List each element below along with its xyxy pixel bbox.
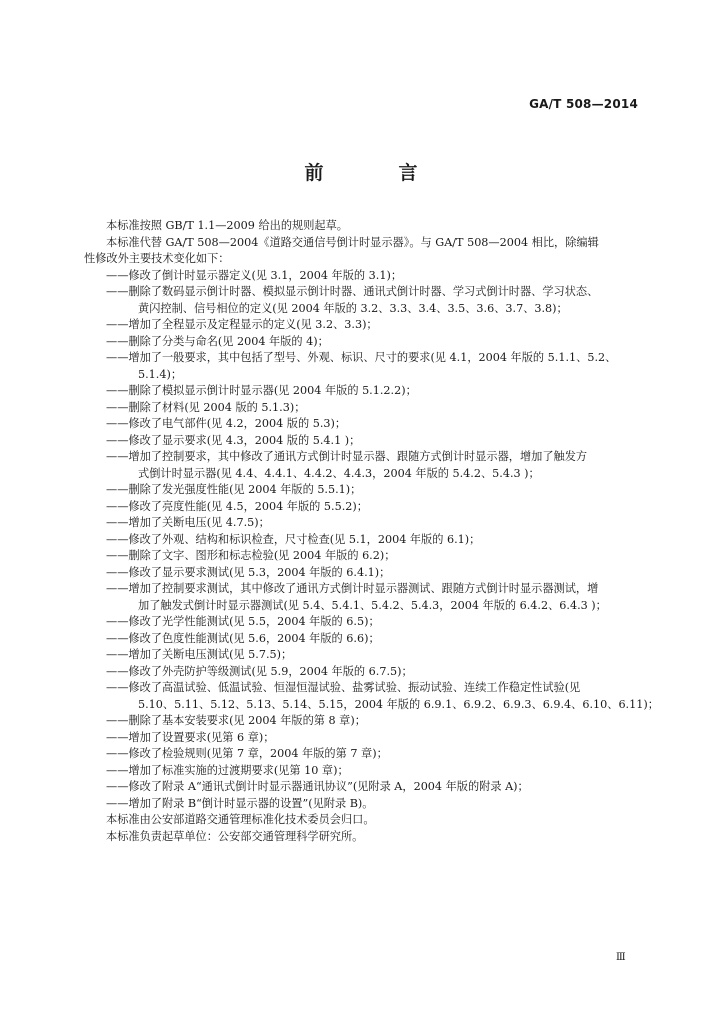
change-item: ——修改了电气部件(见 4.2，2004 版的 5.3)； (106, 417, 347, 430)
change-item: ——增加了控制要求，其中修改了通讯方式倒计时显示器、跟随方式倒计时显示器，增加了触发方 (106, 450, 588, 463)
change-item: ——删除了材料(见 2004 版的 5.1.3)； (106, 400, 306, 414)
page-number: Ⅲ (616, 952, 626, 963)
paragraph-drafting-unit: 本标准负责起草单位：公安部交通管理科学研究所。 (106, 829, 364, 843)
paragraph-committee: 本标准由公安部道路交通管理标准化技术委员会归口。 (106, 813, 375, 826)
page-title: 前 言 (304, 162, 446, 184)
document-body (84, 218, 659, 845)
change-item: ——增加了设置要求(见第 6 章)； (106, 730, 275, 744)
change-item: ——增加了全程显示及定程显示的定义(见 3.2、3.3)； (106, 318, 378, 331)
change-item-continuation: 5.10、5.11、5.12、5.13、5.14、5.15，2004 年版的 6.9.1、6.9.2、6.9.3、6.9.4、6.10、6.11)； (138, 697, 659, 711)
paragraph-replaces-line2: 性修改外主要技术变化如下： (84, 252, 230, 265)
change-item-continuation: 加了触发式倒计时显示器测试(见 5.4、5.4.1、5.4.2、5.4.3，2004 年版的 6.4.2、6.4.3 )； (138, 598, 607, 612)
change-item: ——增加了关断电压(见 4.7.5)； (106, 516, 270, 529)
change-item: ——修改了显示要求测试(见 5.3，2004 年版的 6.4.1)； (106, 565, 391, 579)
change-item: ——删除了模拟显示倒计时显示器(见 2004 年版的 5.1.2.2)； (106, 384, 417, 397)
change-item: ——修改了外观、结构和标识检查，尺寸检查(见 5.1，2004 年版的 6.1)； (106, 532, 481, 546)
change-item: ——删除了数码显示倒计时器、模拟显示倒计时器、通讯式倒计时器、学习式倒计时器、学习状态、 (106, 285, 599, 298)
standard-number: GA/T 508—2014 (529, 97, 638, 111)
change-item: ——增加了一般要求，其中包括了型号、外观、标识、尺寸的要求(见 4.1，2004 年版的 5.1.1、5.2、 (106, 351, 617, 364)
change-item: ——删除了文字、图形和标志检验(见 2004 年版的 6.2)； (106, 549, 396, 562)
change-item: ——修改了附录 A“通讯式倒计时显示器通讯协议”(见附录 A，2004 年版的附录 A)； (106, 780, 529, 793)
change-item: ——删除了发光强度性能(见 2004 年版的 5.5.1)； (106, 483, 362, 496)
change-item: ——修改了显示要求(见 4.3，2004 版的 5.4.1 )； (106, 433, 361, 447)
change-item: ——修改了高温试验、低温试验、恒湿恒湿试验、盐雾试验、振动试验、连续工作稳定性试验(见 (106, 681, 581, 694)
paragraph-replaces-line1: 本标准代替 GA/T 508—2004《道路交通信号倒计时显示器》。与 GA/T 508—2004 相比，除编辑 (106, 235, 599, 249)
change-item: ——增加了标准实施的过渡期要求(见第 10 章)； (106, 763, 349, 777)
change-item: ——增加了附录 B“倒计时显示器的设置”(见附录 B)。 (106, 796, 374, 810)
change-item: ——删除了基本安装要求(见 2004 年版的第 8 章)； (106, 714, 366, 727)
change-item: ——修改了检验规则(见第 7 章，2004 年版的第 7 章)； (106, 747, 388, 760)
paragraph-drafting-rules: 本标准按照 GB/T 1.1—2009 给出的规则起草。 (106, 219, 348, 232)
change-item: ——删除了分类与命名(见 2004 年版的 4)； (106, 334, 329, 348)
change-item: ——增加了关断电压测试(见 5.7.5)； (106, 648, 293, 661)
change-item-continuation: 式倒计时显示器(见 4.4、4.4.1、4.4.2、4.4.3，2004 年版的 5.4.2、5.4.3 )； (138, 466, 540, 480)
change-item: ——修改了色度性能测试(见 5.6，2004 年版的 6.6)； (106, 631, 380, 645)
change-item: ——修改了倒计时显示器定义(见 3.1，2004 年版的 3.1)； (106, 268, 403, 282)
change-item-continuation: 黄闪控制、信号相位的定义(见 2004 年版的 3.2、3.3、3.4、3.5、3.6、3.7、3.8)； (138, 301, 568, 315)
change-item: ——修改了亮度性能(见 4.5，2004 年版的 5.5.2)； (106, 499, 368, 513)
change-item: ——修改了光学性能测试(见 5.5，2004 年版的 6.5)； (106, 615, 380, 628)
change-item: ——修改了外壳防护等级测试(见 5.9，2004 年版的 6.7.5)； (106, 664, 413, 678)
change-item: ——增加了控制要求测试，其中修改了通讯方式倒计时显示器测试、跟随方式倒计时显示器测试，增 (106, 582, 599, 595)
change-item-continuation: 5.1.4)； (138, 367, 183, 381)
